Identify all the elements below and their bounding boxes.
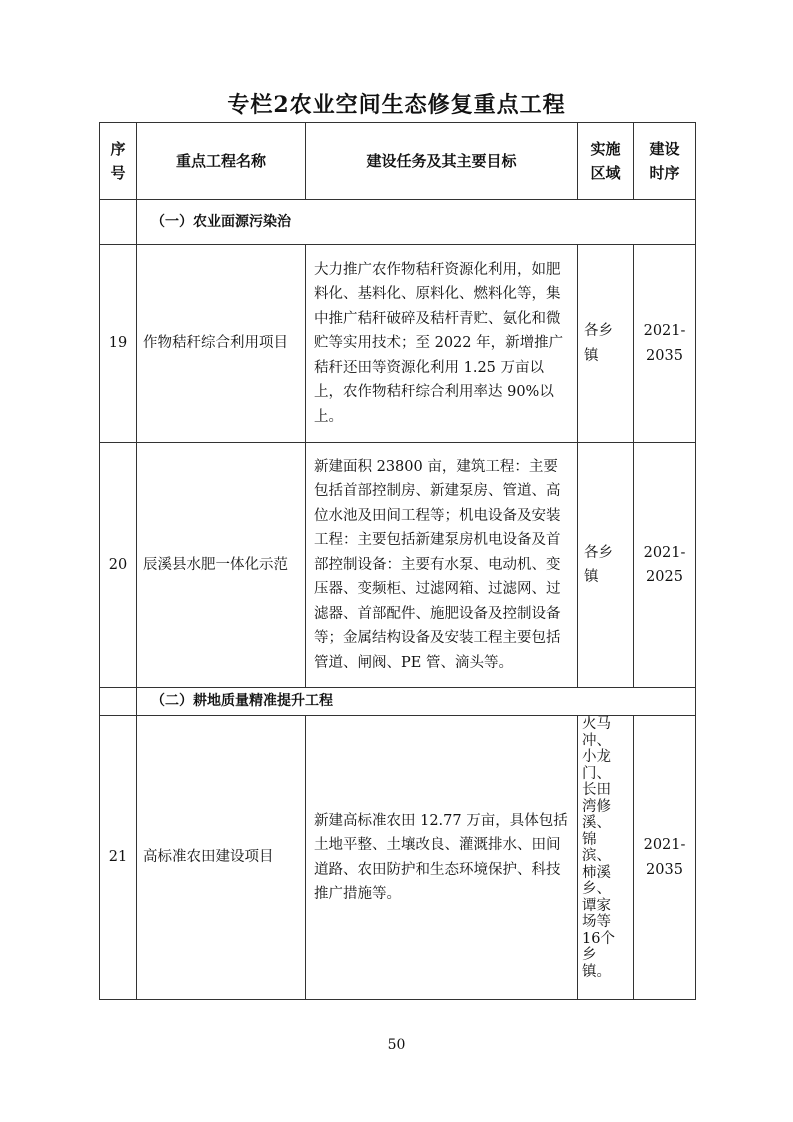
project-task: 新建面积 23800 亩，建筑工程：主要包括首部控制房、新建泵房、管道、高位水池及田间工程等；机电设备及安装工程：主要包括新建泵房机电设备及首部控制设备：主要有水泵、电动机、变压器、变频柜、过滤网箱、过滤网、过滤器、首部配件、施肥设备及控制设备等；金属结构设备及安装工程主要包括管道、闸阀、PE 管、滴头等。 — [306, 443, 578, 688]
projects-table — [99, 122, 696, 1000]
table-row — [100, 245, 696, 443]
header-no: 序 号 — [100, 123, 137, 200]
section-row — [100, 200, 696, 245]
section-title: （二）耕地质量精准提升工程 — [137, 688, 696, 716]
page-title: 专栏2农业空间生态修复重点工程 — [227, 92, 566, 118]
project-name: 作物秸秆综合利用项目 — [137, 245, 306, 443]
header-period: 建设时序 — [634, 123, 696, 200]
project-task: 新建高标准农田 12.77 万亩，具体包括土地平整、土壤改良、灌溉排水、田间道路、农田防护和生态环境保护、科技推广措施等。 — [306, 716, 578, 1000]
project-period: 2021-2025 — [634, 443, 696, 688]
table-row — [100, 443, 696, 688]
project-task: 大力推广农作物秸秆资源化利用，如肥料化、基料化、原料化、燃料化等，集中推广秸秆破碎及秸杆青贮、氨化和微贮等实用技术；至 2022 年，新增推广秸秆还田等资源化利用 1.25 万亩以上，农作物秸秆综合利用率达 90%以上。 — [306, 245, 578, 443]
page-number: 50 — [387, 1037, 406, 1053]
project-area: 各乡镇 — [578, 443, 634, 688]
table-row — [100, 716, 696, 1000]
row-number: 19 — [100, 245, 137, 443]
row-number: 21 — [100, 716, 137, 1000]
project-area: 火马 冲、 小龙 门、 长田 湾修 溪、 锦 滨、 柿溪 乡、 谭家 场等 16个 乡 镇。 — [578, 716, 634, 1000]
header-task: 建设任务及其主要目标 — [306, 123, 578, 200]
table-header-row — [100, 123, 696, 200]
section-row — [100, 688, 696, 716]
project-name: 辰溪县水肥一体化示范 — [137, 443, 306, 688]
section-title: （一）农业面源污染治 — [137, 200, 696, 245]
header-name: 重点工程名称 — [137, 123, 306, 200]
header-area: 实施区域 — [578, 123, 634, 200]
project-period: 2021-2035 — [634, 716, 696, 1000]
project-area: 各乡镇 — [578, 245, 634, 443]
project-period: 2021-2035 — [634, 245, 696, 443]
row-number: 20 — [100, 443, 137, 688]
project-name: 高标准农田建设项目 — [137, 716, 306, 1000]
